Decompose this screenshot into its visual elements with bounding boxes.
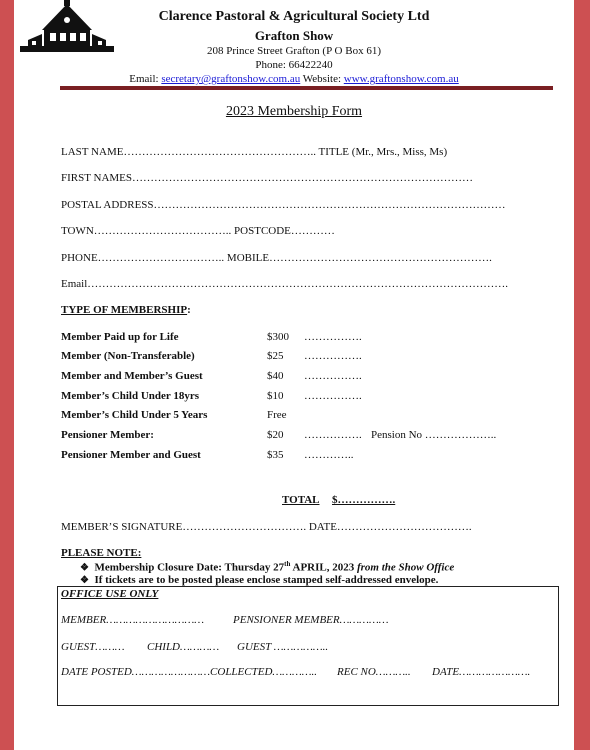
signature-date-field[interactable]: MEMBER’S SIGNATURE……………………………. DATE……………………………….	[61, 521, 472, 533]
town-postcode-field[interactable]: TOWN……………………………….. POSTCODE…………	[61, 225, 335, 237]
membership-option-price: $35	[267, 449, 284, 461]
show-name: Grafton Show	[254, 28, 334, 43]
office-date-posted-field[interactable]: DATE POSTED……………………COLLECTED…………..	[61, 666, 318, 678]
postal-address: 208 Prince Street Grafton (P O Box 61)	[206, 45, 382, 57]
membership-option-blank[interactable]: …………….	[304, 370, 362, 382]
membership-option-price: Free	[267, 409, 287, 421]
posted-tickets-text: If tickets are to be posted please enclose stamped self-addressed envelope.	[94, 574, 439, 586]
closure-date-text: Membership Closure Date: Thursday 27	[94, 561, 285, 574]
membership-option-label: Member’s Child Under 18yrs	[61, 390, 199, 402]
membership-option-blank[interactable]: …………….	[304, 390, 362, 402]
total-label: TOTAL	[282, 494, 320, 506]
membership-option-blank[interactable]: …………….	[304, 429, 362, 441]
office-pensioner-member-field[interactable]: PENSIONER MEMBER……………	[233, 614, 389, 626]
membership-type-heading-text: TYPE OF MEMBERSHIP	[61, 304, 188, 316]
form-title: 2023 Membership Form	[225, 104, 363, 119]
contact-line	[14, 73, 574, 85]
form-page	[14, 0, 574, 750]
office-date-field[interactable]: DATE………………….	[432, 666, 531, 678]
office-member-field[interactable]: MEMBER…………………………	[61, 614, 205, 626]
membership-option-label: Pensioner Member:	[61, 429, 154, 441]
website-link[interactable]: www.graftonshow.com.au	[343, 73, 459, 85]
total-field[interactable]: $…………….	[332, 494, 396, 506]
closure-date-suffix: th	[284, 560, 291, 568]
phone-number: Phone: 66422240	[255, 59, 333, 71]
closure-date-note	[80, 560, 454, 574]
membership-option-price: $20	[267, 429, 284, 441]
membership-option-blank[interactable]: …………….	[304, 350, 362, 362]
bullet-icon: ❖	[80, 562, 89, 574]
membership-option-blank[interactable]: …………….	[304, 331, 362, 343]
office-guest-field[interactable]: GUEST………	[61, 641, 125, 653]
email-label: Email:	[129, 73, 162, 85]
header-divider	[60, 86, 553, 90]
closure-location: from the Show Office	[356, 561, 455, 574]
membership-option-label: Member’s Child Under 5 Years	[61, 409, 208, 421]
website-label: Website:	[300, 73, 344, 85]
membership-option-price: $40	[267, 370, 284, 382]
membership-option-blank[interactable]: …………..	[304, 449, 354, 461]
please-note-heading: PLEASE NOTE:	[61, 547, 142, 559]
phone-mobile-field[interactable]: PHONE…………………………….. MOBILE…………………………………………………….	[61, 252, 492, 264]
membership-option-price: $10	[267, 390, 284, 402]
membership-option-price: $25	[267, 350, 284, 362]
email-field[interactable]: Email…………………………………………………………………………………………………….	[61, 278, 509, 290]
office-use-heading: OFFICE USE ONLY	[61, 588, 159, 600]
first-names-field[interactable]: FIRST NAMES…………………………………………………………………………………	[61, 172, 474, 184]
last-name-field[interactable]: LAST NAME…………………………………………….. TITLE (Mr., Mrs., Miss, Ms)	[61, 146, 448, 158]
closure-date-month: APRIL, 2023	[290, 561, 357, 574]
email-link[interactable]: secretary@graftonshow.com.au	[161, 73, 301, 85]
office-child-field[interactable]: CHILD…………	[147, 641, 220, 653]
pension-number-field[interactable]: Pension No ………………..	[371, 429, 497, 441]
membership-type-heading	[61, 304, 191, 316]
organisation-name: Clarence Pastoral & Agricultural Society Ltd	[158, 9, 430, 24]
bullet-icon: ❖	[80, 575, 89, 586]
membership-option-label: Member (Non-Transferable)	[61, 350, 195, 362]
membership-option-price: $300	[267, 331, 289, 343]
membership-option-label: Pensioner Member and Guest	[61, 449, 201, 461]
membership-type-heading-colon: :	[187, 304, 191, 316]
office-rec-no-field[interactable]: REC NO………..	[337, 666, 411, 678]
membership-option-label: Member and Member’s Guest	[61, 370, 203, 382]
posted-tickets-note	[80, 574, 438, 586]
postal-address-field[interactable]: POSTAL ADDRESS……………………………………………………………………………………	[61, 199, 506, 211]
membership-option-label: Member Paid up for Life	[61, 331, 179, 343]
office-guest2-field[interactable]: GUEST ……………..	[237, 641, 329, 653]
